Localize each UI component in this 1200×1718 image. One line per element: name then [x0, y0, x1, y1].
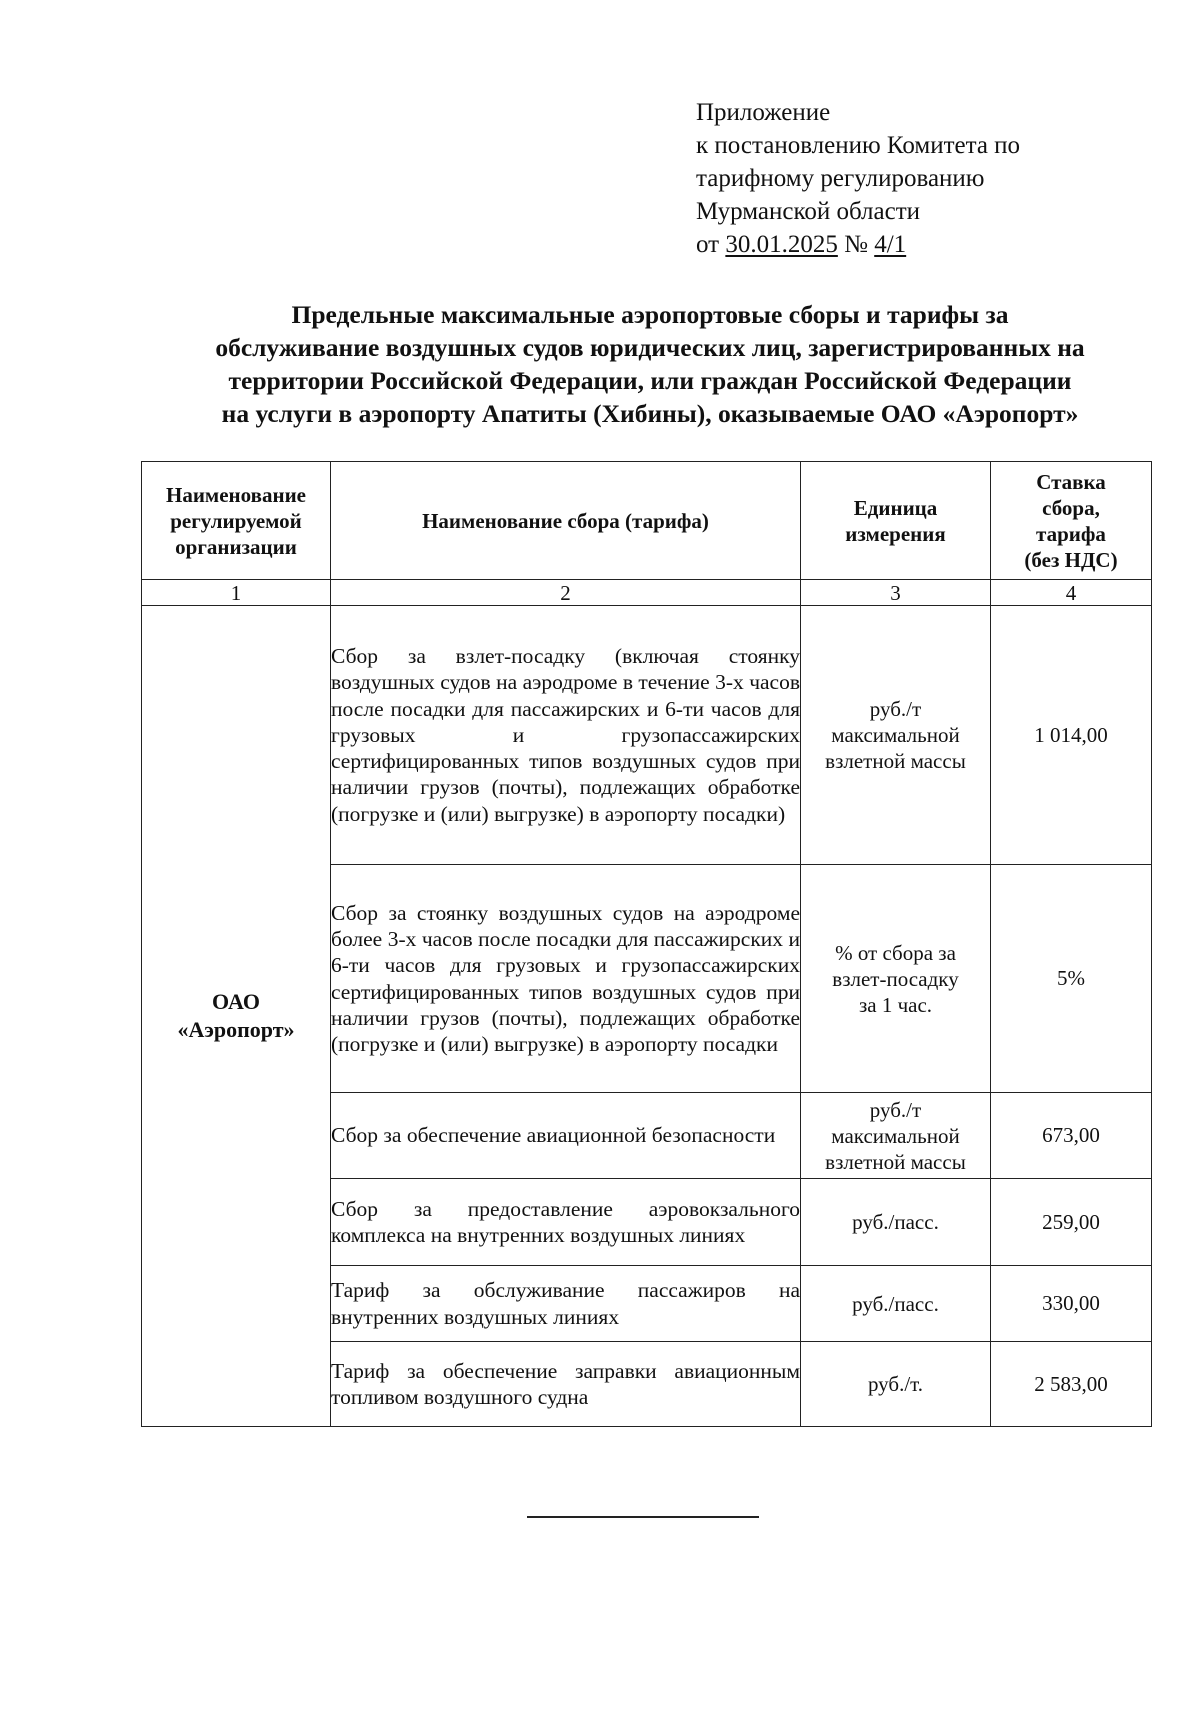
rate: 2 583,00	[991, 1342, 1152, 1427]
rate: 330,00	[991, 1266, 1152, 1342]
closing-divider	[527, 1516, 759, 1518]
organization-name: ОАО «Аэропорт»	[142, 606, 331, 1427]
title-line: Предельные максимальные аэропортовые сборы и тарифы за	[291, 300, 1009, 329]
column-number: 2	[331, 580, 801, 606]
appendix-line: Приложение	[696, 99, 831, 126]
title-line: на услуги в аэропорту Апатиты (Хибины), оказываемые ОАО «Аэропорт»	[221, 399, 1079, 428]
unit: руб./пасс.	[801, 1179, 991, 1266]
column-number: 3	[801, 580, 991, 606]
column-number-row	[142, 580, 1152, 606]
unit: % от сбора за взлет-посадку за 1 час.	[801, 865, 991, 1093]
header-fee-name: Наименование сбора (тарифа)	[331, 462, 801, 580]
fee-name: Сбор за обеспечение авиационной безопасности	[331, 1093, 801, 1179]
rate: 259,00	[991, 1179, 1152, 1266]
unit: руб./т максимальной взлетной массы	[801, 606, 991, 865]
title-line: территории Российской Федерации, или граждан Российской Федерации	[228, 366, 1072, 395]
date-prefix: от	[696, 231, 720, 258]
fee-name: Тариф за обеспечение заправки авиационным топливом воздушного судна	[331, 1342, 801, 1427]
header-organization: Наименование регулируемой организации	[142, 462, 331, 580]
table-row	[142, 606, 1152, 865]
unit: руб./т максимальной взлетной массы	[801, 1093, 991, 1179]
appendix-block	[696, 96, 1020, 261]
table-header-row	[142, 462, 1152, 580]
document-title	[100, 298, 1200, 430]
header-rate: Ставка сбора, тарифа (без НДС)	[991, 462, 1152, 580]
rate: 673,00	[991, 1093, 1152, 1179]
unit: руб./т.	[801, 1342, 991, 1427]
resolution-date: 30.01.2025	[725, 231, 838, 258]
column-number: 4	[991, 580, 1152, 606]
appendix-date-line	[696, 228, 1020, 261]
rate: 1 014,00	[991, 606, 1152, 865]
fee-name: Тариф за обслуживание пассажиров на внутренних воздушных линиях	[331, 1266, 801, 1342]
column-number: 1	[142, 580, 331, 606]
rate: 5%	[991, 865, 1152, 1093]
appendix-line: тарифному регулированию	[696, 165, 985, 192]
fee-name: Сбор за взлет-посадку (включая стоянку воздушных судов на аэродроме в течение 3-х часов после посадки для пассажирских и 6-ти часов для грузовых и грузопассажирских сертифицированных типов воздушных судов при наличии грузов (почты), подлежащих обработке (погрузке и (или) выгрузке) в аэропорту посадки)	[331, 606, 801, 865]
appendix-line: Мурманской области	[696, 198, 921, 225]
title-line: обслуживание воздушных судов юридических лиц, зарегистрированных на	[215, 333, 1085, 362]
header-unit: Единица измерения	[801, 462, 991, 580]
resolution-number: 4/1	[874, 231, 907, 258]
unit: руб./пасс.	[801, 1266, 991, 1342]
tariff-table	[141, 461, 1152, 1427]
number-sign: №	[844, 231, 868, 258]
fee-name: Сбор за стоянку воздушных судов на аэродроме более 3-х часов после посадки для пассажирских и 6-ти часов для грузовых и грузопассажирских сертифицированных типов воздушных судов при наличии грузов (почты), подлежащих обработке (погрузке и (или) выгрузке) в аэропорту посадки	[331, 865, 801, 1093]
appendix-line: к постановлению Комитета по	[696, 132, 1021, 159]
fee-name: Сбор за предоставление аэровокзального комплекса на внутренних воздушных линиях	[331, 1179, 801, 1266]
